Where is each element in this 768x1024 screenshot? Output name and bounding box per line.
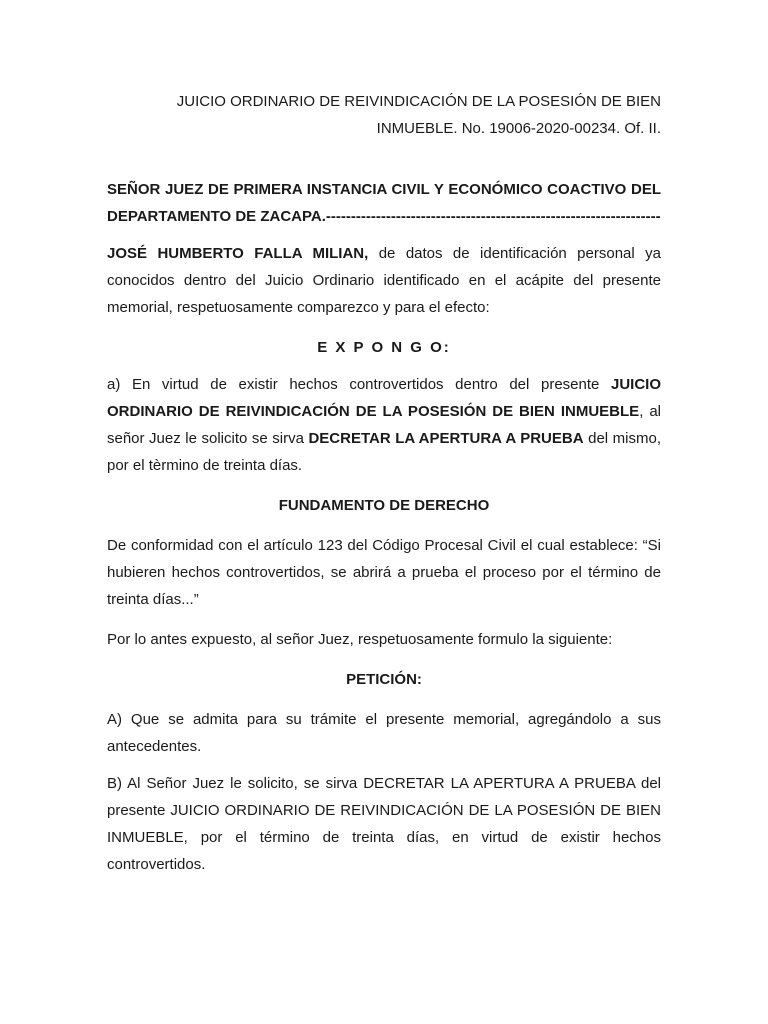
point-a-text-3: del mismo, por el tèrmino de treinta días. (107, 430, 661, 474)
case-heading (107, 88, 661, 142)
fundamento-heading: FUNDAMENTO DE DERECHO (278, 497, 490, 514)
point-a-text-1: a) En virtud de existir hechos controvertidos dentro del presente (107, 376, 611, 393)
point-a-paragraph (107, 371, 661, 479)
point-a-text-2: , al señor Juez le solicito se sirva (107, 403, 661, 447)
intro-paragraph (107, 240, 661, 321)
case-heading-line2: INMUEBLE. No. 19006-2020-00234. Of. II. (376, 120, 661, 137)
expongo-heading: E X P O N G O: (317, 339, 451, 356)
appearing-party-name: JOSÉ HUMBERTO FALLA MILIAN, (107, 245, 369, 262)
addressee: SEÑOR JUEZ DE PRIMERA INSTANCIA CIVIL Y ECONÓMICO COACTIVO DEL DEPARTAMENTO DE ZACAPA.------------------------------------------------------------------- (107, 181, 661, 225)
fundamento-paragraph: De conformidad con el artículo 123 del Código Procesal Civil el cual establece: “Si hubieren hechos controvertidos, se abrirá a prueba el proceso por el término de treinta días...” (107, 537, 661, 608)
por-lo-antes-paragraph: Por lo antes expuesto, al señor Juez, respetuosamente formulo la siguiente: (107, 631, 613, 648)
peticion-b-paragraph: B) Al Señor Juez le solicito, se sirva DECRETAR LA APERTURA A PRUEBA del presente JUICIO ORDINARIO DE REIVINDICACIÓN DE LA POSESIÓN DE BIEN INMUEBLE, por el término de treinta días, en virtud de existir hechos controvertidos. (107, 775, 661, 873)
case-heading-line1: JUICIO ORDINARIO DE REIVINDICACIÓN DE LA POSESIÓN DE BIEN (176, 93, 661, 110)
peticion-a-paragraph: A) Que se admita para su trámite el presente memorial, agregándolo a sus antecedentes. (107, 711, 661, 755)
peticion-heading: PETICIÓN: (346, 671, 422, 688)
intro-text: de datos de identificación personal ya conocidos dentro del Juicio Ordinario identificado en el acápite del presente memorial, respetuosamente comparezco y para el efecto: (107, 245, 661, 316)
point-a-request: DECRETAR LA APERTURA A PRUEBA (308, 430, 584, 447)
document-page (107, 88, 661, 878)
point-a-case-name: JUICIO ORDINARIO DE REIVINDICACIÓN DE LA POSESIÓN DE BIEN INMUEBLE (107, 376, 661, 420)
